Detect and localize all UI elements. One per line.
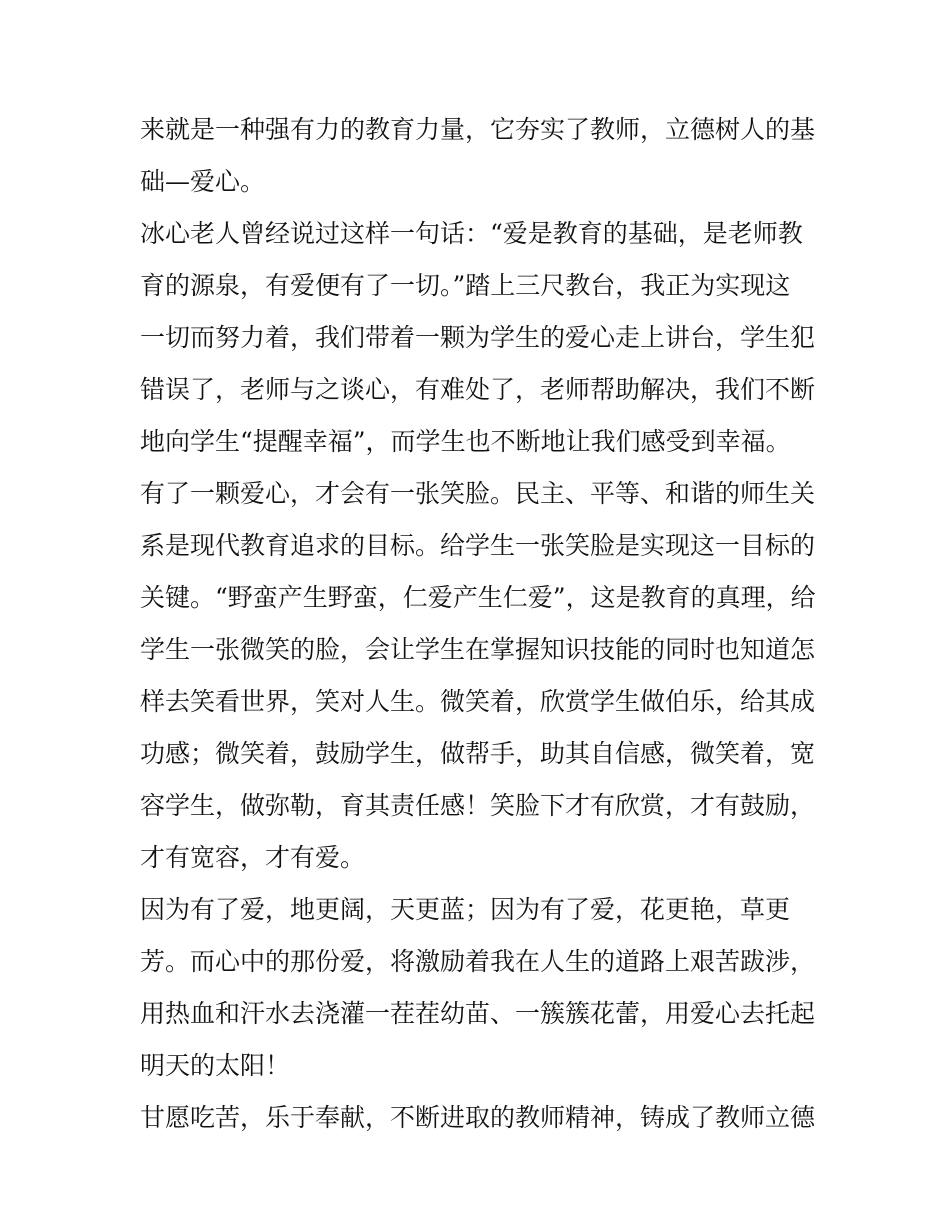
paragraph-2 bbox=[140, 208, 820, 468]
text-line: 用热血和汗水去浇灌一茬茬幼苗、一簇簇花蕾，用爱心去托起 bbox=[140, 999, 816, 1028]
text-line: 关键。“野蛮产生野蛮，仁爱产生仁爱”，这是教育的真理，给 bbox=[140, 583, 816, 612]
text-line: 样去笑看世界，笑对人生。微笑着，欣赏学生做伯乐，给其成 bbox=[140, 687, 816, 716]
text-line: 学生一张微笑的脸，会让学生在掌握知识技能的同时也知道怎 bbox=[140, 635, 816, 664]
text-line: 育的源泉，有爱便有了一切。”踏上三尺教台，我正为实现这 bbox=[140, 271, 791, 300]
text-line: 错误了，老师与之谈心，有难处了，老师帮助解决，我们不断 bbox=[140, 375, 816, 404]
text-line: 甘愿吃苦，乐于奉献，不断进取的教师精神，铸成了教师立德 bbox=[140, 1103, 816, 1132]
text-line: 一切而努力着，我们带着一颗为学生的爱心走上讲台，学生犯 bbox=[140, 323, 816, 352]
text-line: 功感；微笑着，鼓励学生，做帮手，助其自信感，微笑着，宽 bbox=[140, 739, 816, 768]
text-line: 容学生，做弥勒，育其责任感！笑脸下才有欣赏，才有鼓励， bbox=[140, 791, 816, 820]
text-line: 地向学生“提醒幸福”，而学生也不断地让我们感受到幸福。 bbox=[140, 427, 791, 456]
paragraph-3 bbox=[140, 468, 820, 884]
paragraph-4 bbox=[140, 884, 820, 1092]
text-line: 明天的太阳！ bbox=[140, 1051, 291, 1080]
text-line: 有了一颗爱心，才会有一张笑脸。民主、平等、和谐的师生关 bbox=[140, 479, 816, 508]
text-line: 系是现代教育追求的目标。给学生一张笑脸是实现这一目标的 bbox=[140, 531, 816, 560]
text-line: 因为有了爱，地更阔，天更蓝；因为有了爱，花更艳，草更 bbox=[140, 895, 791, 924]
text-line: 础—爱心。 bbox=[140, 167, 266, 196]
paragraph-5 bbox=[140, 1092, 820, 1144]
paragraph-1 bbox=[140, 104, 820, 208]
text-line: 才有宽容，才有爱。 bbox=[140, 843, 366, 872]
text-line: 冰心老人曾经说过这样一句话：“爱是教育的基础，是老师教 bbox=[140, 219, 803, 248]
document-body bbox=[140, 104, 820, 1144]
text-line: 芳。而心中的那份爱，将激励着我在人生的道路上艰苦跋涉， bbox=[140, 947, 816, 976]
text-line: 来就是一种强有力的教育力量，它夯实了教师，立德树人的基 bbox=[140, 115, 816, 144]
